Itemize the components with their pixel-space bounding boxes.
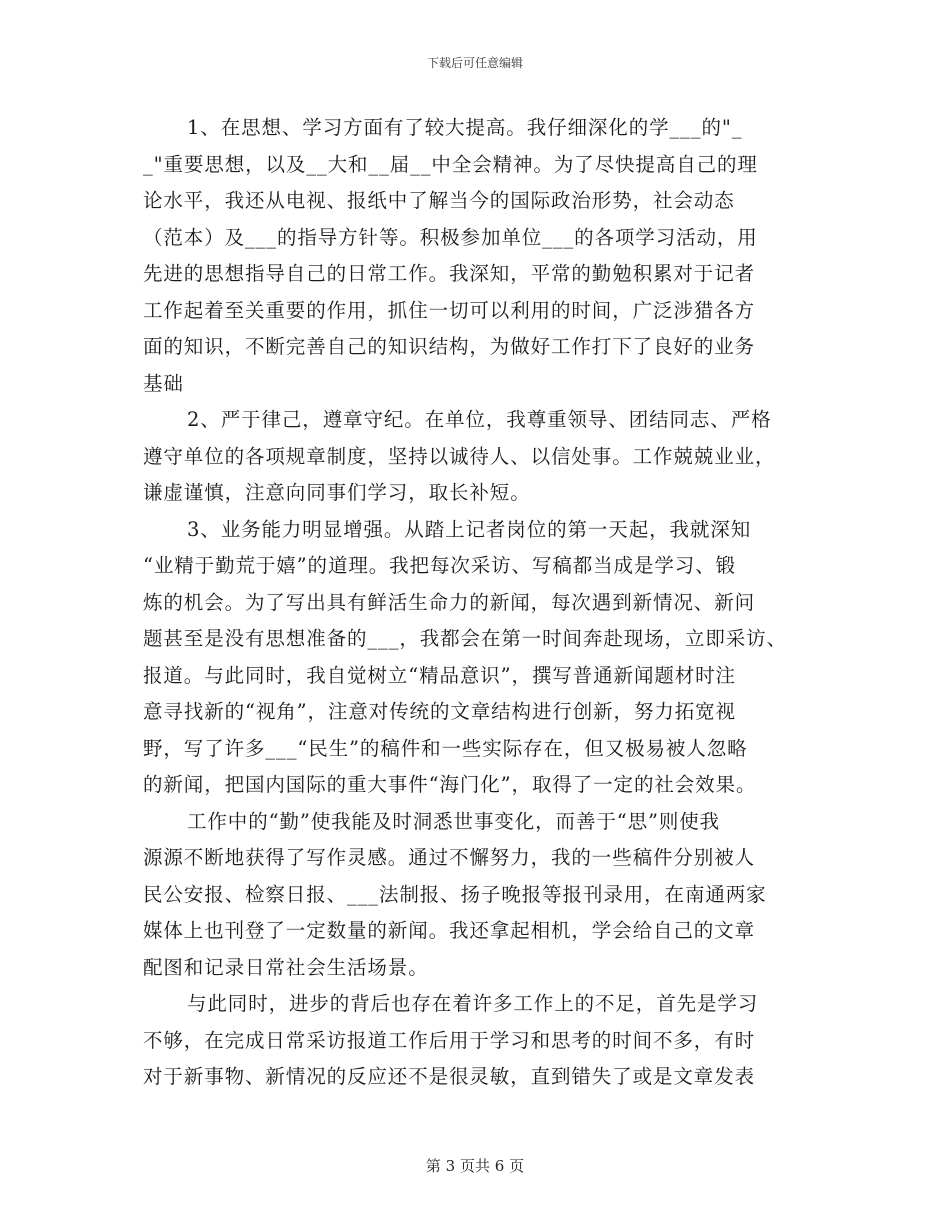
text-line: 炼的机会。为了写出具有鲜活生命力的新闻，每次遇到新情况、新问 [143,590,756,614]
text-line: （范本）及___的指导方针等。积极参加单位___的各项学习活动，用 [143,225,758,249]
page-header-note: 下载后可任意编辑 [426,56,523,70]
text-line: 论水平，我还从电视、报纸中了解当今的国际政治形势，社会动态 [143,189,735,212]
text-line: 面的知识，不断完善自己的知识结构，为做好工作打下了良好的业务 [143,335,756,358]
text-line: 对于新事物、新情况的反应还不是很灵敏，直到错失了或是文章发表 [143,1065,756,1088]
text-line: 野，写了许多___“民生”的稿件和一些实际存在，但又极易被人忽略 [143,736,748,760]
text-line: 源源不断地获得了写作灵感。通过不懈努力，我的一些稿件分别被人 [143,846,756,869]
text-line: 谦虚谨慎，注意向同事们学习，取长补短。 [143,481,531,504]
text-line: 基础 [143,371,184,395]
text-line: 先进的思想指导自己的日常工作。我深知，平常的勤勉积累对于记者 [143,262,756,285]
text-line: “业精于勤荒于嬉”的道理。我把每次采访、写稿都当成是学习、锻 [143,554,736,577]
text-line: 工作起着至关重要的作用，抓住一切可以利用的时间，广泛涉猎各方 [143,298,756,322]
document-body [143,110,823,1096]
text-line: 意寻找新的“视角”，注意对传统的文章结构进行创新，努力拓宽视 [143,700,736,723]
text-line: 媒体上也刊登了一定数量的新闻。我还拿起相机，学会给自己的文章 [143,919,756,942]
text-line: 配图和记录日常社会生活场景。 [143,955,429,979]
text-line: 题甚至是没有思想准备的___，我都会在第一时间奔赴现场，立即采访、 [143,627,787,650]
text-line: 民公安报、检察日报、___法制报、扬子晚报等报刊录用，在南通两家 [143,882,767,906]
text-line: 不够，在完成日常采访报道工作后用于学习和思考的时间不多，有时 [143,1028,756,1052]
page-number-footer: 第 3 页共 6 页 [425,1157,525,1175]
text-line: 3、业务能力明显增强。从踏上记者岗位的第一天起，我就深知 [187,517,752,541]
text-line: 与此同时，进步的背后也存在着许多工作上的不足，首先是学习 [187,992,759,1015]
text-line: _"重要思想，以及__大和__届__中全会精神。为了尽快提高自己的理 [143,152,758,176]
text-line: 的新闻，把国内国际的重大事件“海门化”，取得了一定的社会效果。 [143,773,757,796]
text-line: 遵守单位的各项规章制度，坚持以诚待人、以信处事。工作兢兢业业， [143,444,776,468]
text-line: 工作中的“勤”使我能及时洞悉世事变化，而善于“思”则使我 [187,809,721,833]
text-line: 2、严于律己，遵章守纪。在单位，我尊重领导、团结同志、严格 [187,408,772,431]
text-line: 报道。与此同时，我自觉树立“精品意识”，撰写普通新闻题材时注 [143,663,736,687]
text-line: 1、在思想、学习方面有了较大提高。我仔细深化的学___的"_ [187,116,743,139]
